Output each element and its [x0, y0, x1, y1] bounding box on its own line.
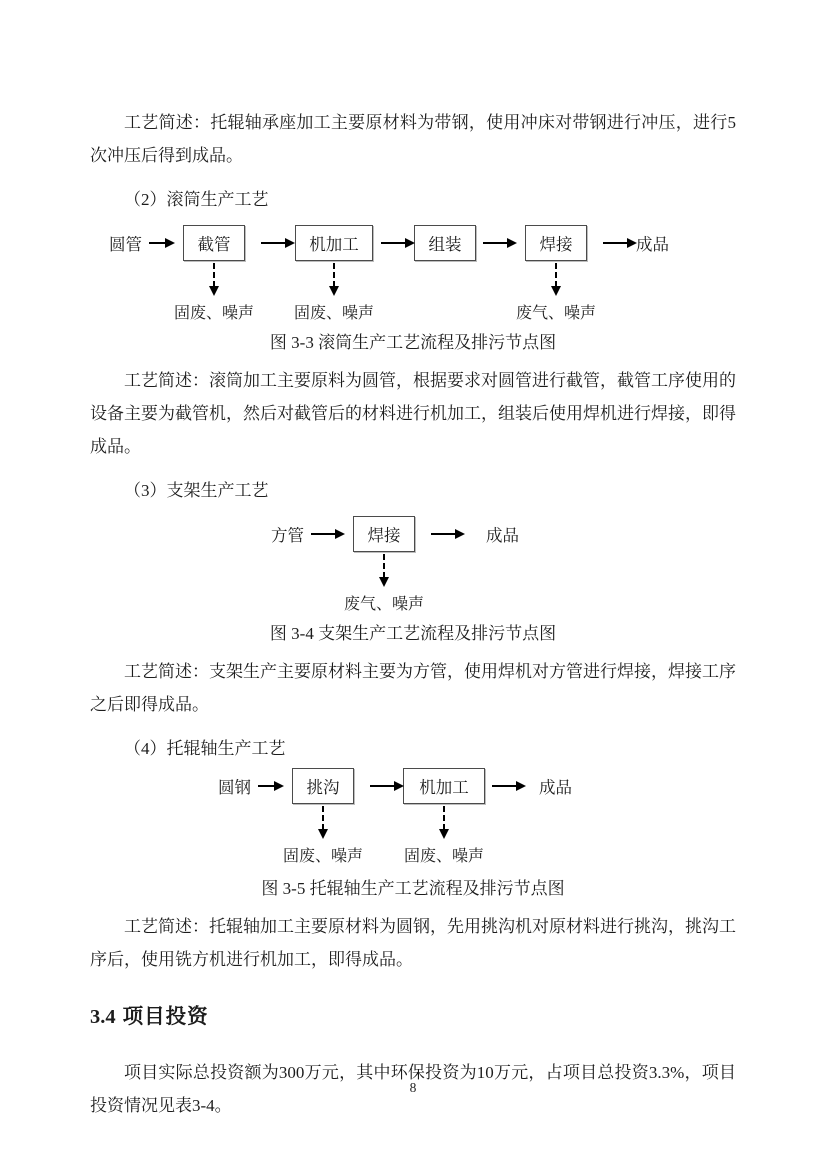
flow-row	[72, 768, 718, 866]
emission-arrow-icon	[383, 554, 385, 578]
flow-arrow	[149, 225, 167, 261]
emission-label: 固废、噪声	[282, 848, 363, 865]
flow-step	[174, 225, 254, 323]
flow-arrow	[483, 225, 509, 261]
section-3-4-heading	[90, 1004, 736, 1030]
flow-input-label: 圆管	[108, 235, 142, 254]
flow-input	[271, 516, 304, 552]
emission-arrow-icon	[555, 263, 557, 287]
flow-row	[72, 516, 718, 614]
process-box: 组装	[414, 225, 476, 261]
figure-3-3-diagram	[90, 225, 736, 354]
flow-output-label: 成品	[636, 235, 670, 254]
flow-arrow	[492, 768, 518, 804]
figure-3-5-caption: 图 3-5 托辊轴生产工艺流程及排污节点图	[261, 879, 565, 898]
process-description-bearing-seat: 工艺简述：托辊轴承座加工主要原材料为带钢，使用冲床对带钢进行冲压，进行5次冲压后得到成品。	[90, 113, 736, 165]
flow-step	[516, 225, 596, 323]
section-number: 3.4	[90, 1006, 116, 1028]
right-arrow-icon	[258, 785, 276, 787]
figure-3-4-caption: 图 3-4 支架生产工艺流程及排污节点图	[269, 624, 557, 643]
process-description-idler-shaft: 工艺简述：托辊轴加工主要原材料为圆钢，先用挑沟机对原材料进行挑沟，挑沟工序后，使用铣方机进行机加工，即得成品。	[90, 917, 736, 969]
flow-row	[66, 225, 712, 323]
flow-input-label: 圆钢	[217, 778, 251, 797]
process-description-roller: 工艺简述：滚筒加工主要原料为圆管，根据要求对圆管进行截管，截管工序使用的设备主要为截管机，然后对截管后的材料进行机加工，组装后使用焊机进行焊接，即得成品。	[90, 371, 736, 456]
section-title: 项目投资	[122, 1005, 209, 1028]
right-arrow-icon	[261, 242, 287, 244]
emission-label: 固废、噪声	[403, 848, 484, 865]
process-box: 挑沟	[292, 768, 354, 804]
page-number: 8	[409, 1080, 417, 1095]
emission-label: 固废、噪声	[293, 305, 374, 322]
flow-step	[403, 768, 485, 866]
right-arrow-icon	[381, 242, 407, 244]
emission-arrow-icon	[322, 806, 324, 830]
flow-arrow	[431, 516, 457, 552]
subsection-heading-idler-shaft: （4）托辊轴生产工艺	[124, 739, 286, 758]
process-box: 截管	[183, 225, 245, 261]
flow-output	[636, 225, 669, 261]
figure-3-4-diagram	[90, 516, 736, 645]
flow-step	[283, 768, 363, 866]
process-box: 焊接	[353, 516, 415, 552]
figure-3-3-caption: 图 3-3 滚筒生产工艺流程及排污节点图	[269, 333, 557, 352]
flow-arrow	[258, 768, 276, 804]
process-description-bracket: 工艺简述：支架生产主要原材料主要为方管，使用焊机对方管进行焊接，焊接工序之后即得成品。	[90, 662, 736, 714]
emission-arrow-icon	[213, 263, 215, 287]
right-arrow-icon	[603, 242, 629, 244]
flow-output	[464, 516, 519, 552]
flow-arrow	[261, 225, 287, 261]
flow-step	[344, 516, 424, 614]
flow-output	[525, 768, 572, 804]
figure-3-5-diagram	[90, 768, 736, 900]
right-arrow-icon	[492, 785, 518, 787]
flow-step	[294, 225, 374, 323]
right-arrow-icon	[483, 242, 509, 244]
right-arrow-icon	[311, 533, 337, 535]
emission-label: 固废、噪声	[173, 305, 254, 322]
flow-step	[414, 225, 476, 261]
flow-arrow	[603, 225, 629, 261]
right-arrow-icon	[431, 533, 457, 535]
right-arrow-icon	[149, 242, 167, 244]
flow-arrow	[311, 516, 337, 552]
emission-label: 废气、噪声	[516, 305, 597, 322]
process-box: 机加工	[295, 225, 373, 261]
process-box: 机加工	[403, 768, 485, 804]
flow-arrow	[370, 768, 396, 804]
right-arrow-icon	[370, 785, 396, 787]
flow-output-label: 成品	[539, 778, 572, 797]
flow-output-label: 成品	[486, 526, 519, 545]
process-box: 焊接	[525, 225, 587, 261]
emission-arrow-icon	[443, 806, 445, 830]
flow-arrow	[381, 225, 407, 261]
flow-input-label: 方管	[270, 526, 304, 545]
flow-input	[218, 768, 251, 804]
flow-input	[109, 225, 142, 261]
emission-label: 废气、噪声	[343, 596, 424, 613]
subsection-heading-bracket: （3）支架生产工艺	[124, 481, 269, 500]
investment-description: 项目实际总投资额为300万元，其中环保投资为10万元，占项目总投资3.3%，项目投资情况见表3-4。	[90, 1063, 736, 1115]
emission-arrow-icon	[333, 263, 335, 287]
subsection-heading-roller: （2）滚筒生产工艺	[124, 190, 269, 209]
